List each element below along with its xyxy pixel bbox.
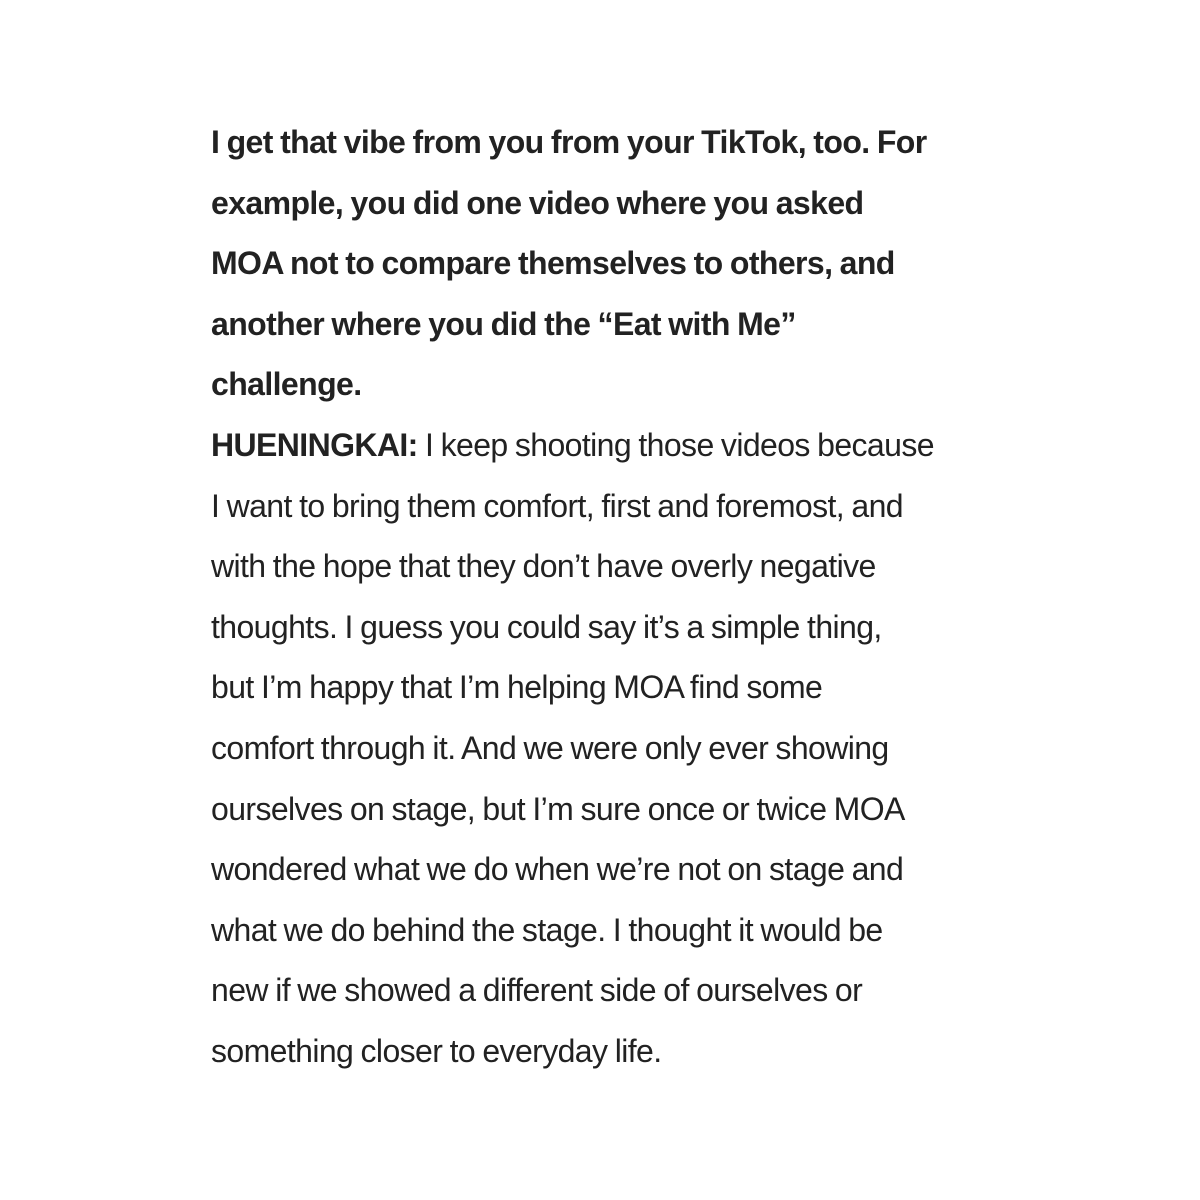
answer-line: I want to bring them comfort, first and foremost, and xyxy=(211,487,903,524)
question-line: challenge. xyxy=(211,366,362,403)
question-line: MOA not to compare themselves to others, and xyxy=(211,245,895,282)
answer-line: with the hope that they don’t have overly negative xyxy=(211,548,876,585)
answer-line: something closer to everyday life. xyxy=(211,1032,662,1069)
answer-line: but I’m happy that I’m helping MOA find some xyxy=(211,669,823,706)
answer-first-line-text: I keep shooting those videos because xyxy=(417,426,934,463)
answer-line: what we do behind the stage. I thought it would be xyxy=(211,911,883,948)
answer-line: comfort through it. And we were only ever showing xyxy=(211,729,889,766)
interview-article xyxy=(211,112,1011,1082)
question-line: I get that vibe from you from your TikTok, too. For xyxy=(211,124,927,160)
interview-question xyxy=(211,112,1011,415)
answer-first-line xyxy=(211,415,1011,476)
interview-answer xyxy=(211,415,1011,1082)
speaker-name: HUENINGKAI: xyxy=(211,426,418,463)
answer-line: ourselves on stage, but I’m sure once or twice MOA xyxy=(211,790,905,827)
question-line: example, you did one video where you asked xyxy=(211,184,864,221)
answer-line: new if we showed a different side of ourselves or xyxy=(211,972,863,1009)
answer-line: thoughts. I guess you could say it’s a simple thing, xyxy=(211,608,882,645)
answer-line: wondered what we do when we’re not on stage and xyxy=(211,851,904,888)
question-line: another where you did the “Eat with Me” xyxy=(211,305,796,342)
